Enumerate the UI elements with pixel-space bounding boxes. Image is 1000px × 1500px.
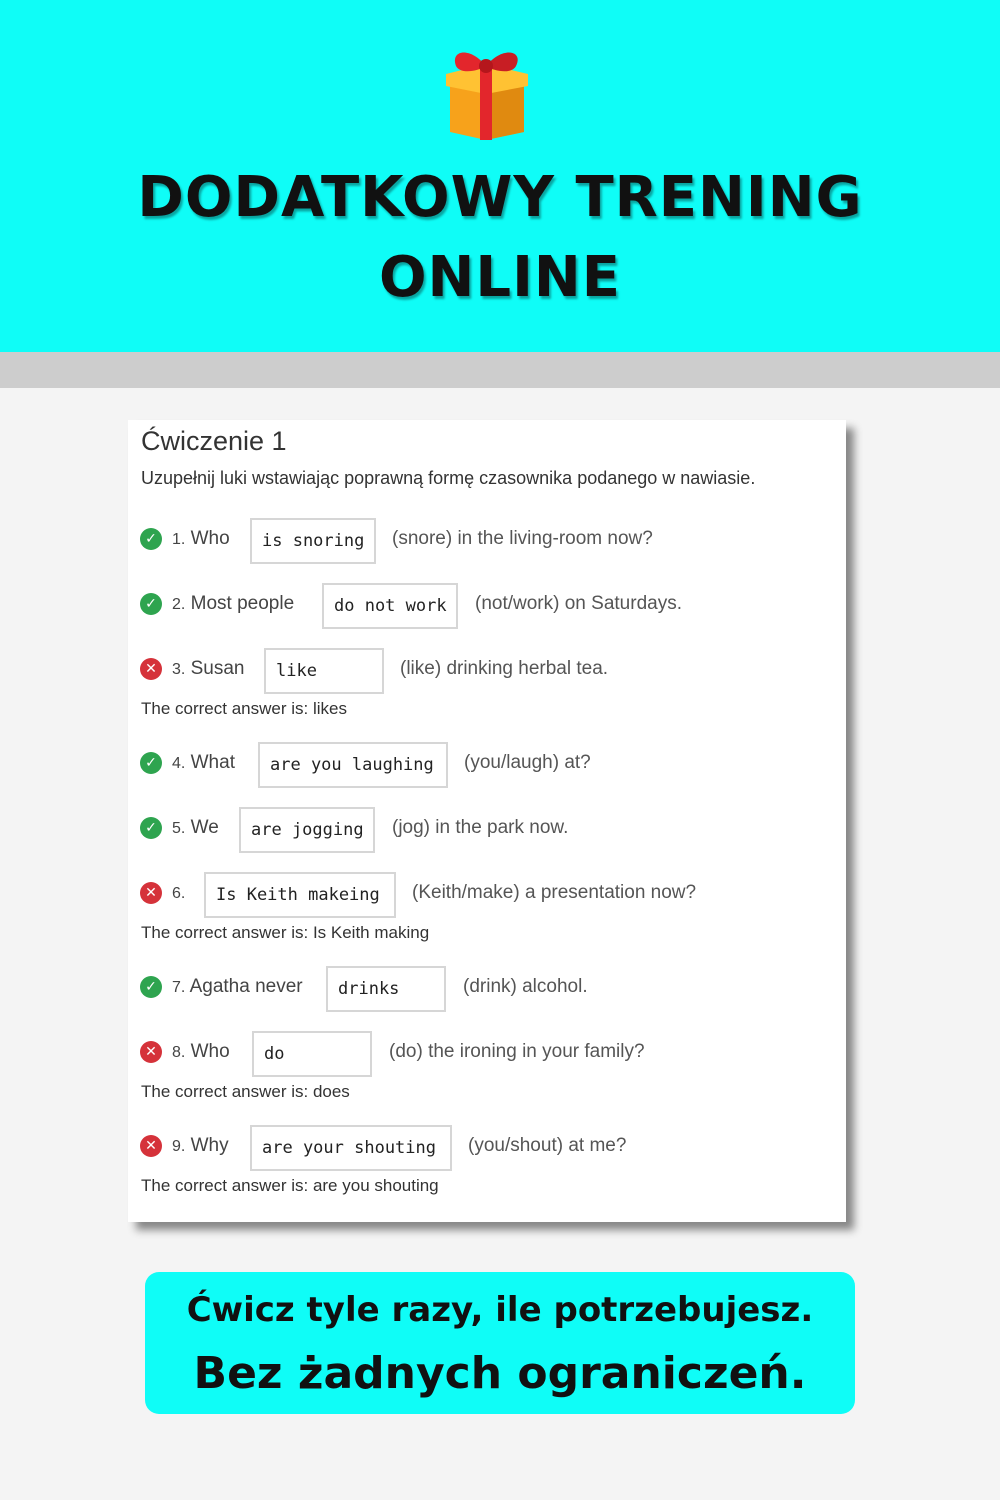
question-prefix: 3. Susan (172, 658, 245, 679)
question-prefix: 2. Most people (172, 593, 295, 614)
question-suffix: (snore) in the living-room now? (392, 528, 653, 549)
error-icon: ✕ (140, 658, 162, 680)
question-prefix: 4. What (172, 752, 235, 773)
answer-input[interactable]: drinks (326, 966, 446, 1012)
question-suffix: (not/work) on Saturdays. (475, 593, 682, 614)
check-icon: ✓ (140, 528, 162, 550)
exercise-title: Ćwiczenie 1 (141, 426, 287, 456)
answer-input[interactable]: is snoring (250, 518, 376, 564)
hero-banner (0, 0, 1000, 352)
question-row (128, 807, 846, 853)
question-row (128, 966, 846, 1012)
divider-band (0, 352, 1000, 388)
answer-input[interactable]: Is Keith makeing (204, 872, 396, 918)
error-icon: ✕ (140, 1041, 162, 1063)
question-suffix: (you/shout) at me? (468, 1135, 627, 1156)
answer-input[interactable]: do not work (322, 583, 458, 629)
exercise-card (128, 420, 846, 1222)
question-suffix: (jog) in the park now. (392, 817, 569, 838)
question-prefix: 6. (172, 885, 186, 902)
answer-input[interactable]: are jogging (239, 807, 375, 853)
hero-title-line1: DODATKOWY TRENING (137, 165, 863, 230)
correct-answer-text: The correct answer is: are you shouting (141, 1176, 439, 1195)
question-suffix: (you/laugh) at? (464, 752, 591, 773)
question-suffix: (do) the ironing in your family? (389, 1041, 645, 1062)
answer-input[interactable]: do (252, 1031, 372, 1077)
gift-icon (440, 44, 532, 142)
question-row (128, 583, 846, 629)
check-icon: ✓ (140, 817, 162, 839)
question-prefix: 5. We (172, 817, 219, 838)
question-prefix: 9. Why (172, 1135, 229, 1156)
correct-answer-text: The correct answer is: Is Keith making (141, 923, 430, 942)
answer-input[interactable]: like (264, 648, 384, 694)
correct-answer-text: The correct answer is: does (141, 1082, 350, 1101)
question-suffix: (drink) alcohol. (463, 976, 588, 997)
question-row (128, 742, 846, 788)
question-prefix: 8. Who (172, 1041, 230, 1062)
check-icon: ✓ (140, 752, 162, 774)
question-row (128, 872, 846, 918)
correct-answer-text: The correct answer is: likes (141, 699, 347, 718)
promo-line2: Bez żadnych ograniczeń. (193, 1348, 807, 1399)
promo-line1: Ćwicz tyle razy, ile potrzebujesz. (186, 1290, 814, 1330)
check-icon: ✓ (140, 593, 162, 615)
error-icon: ✕ (140, 1135, 162, 1157)
question-suffix: (like) drinking herbal tea. (400, 658, 609, 679)
question-suffix: (Keith/make) a presentation now? (412, 882, 697, 903)
exercise-instruction: Uzupełnij luki wstawiając poprawną formę czasownika podanego w nawiasie. (141, 468, 756, 488)
question-prefix: 7. Agatha never (172, 976, 303, 997)
question-prefix: 1. Who (172, 528, 230, 549)
answer-input[interactable]: are your shouting (250, 1125, 452, 1171)
check-icon: ✓ (140, 976, 162, 998)
answer-input[interactable]: are you laughing (258, 742, 448, 788)
question-row (128, 518, 846, 564)
error-icon: ✕ (140, 882, 162, 904)
question-row (128, 1031, 846, 1077)
hero-title-line2: ONLINE (378, 245, 622, 310)
hero-title (0, 158, 1000, 318)
promo-banner (145, 1272, 855, 1414)
question-row (128, 1125, 846, 1171)
question-row (128, 648, 846, 694)
